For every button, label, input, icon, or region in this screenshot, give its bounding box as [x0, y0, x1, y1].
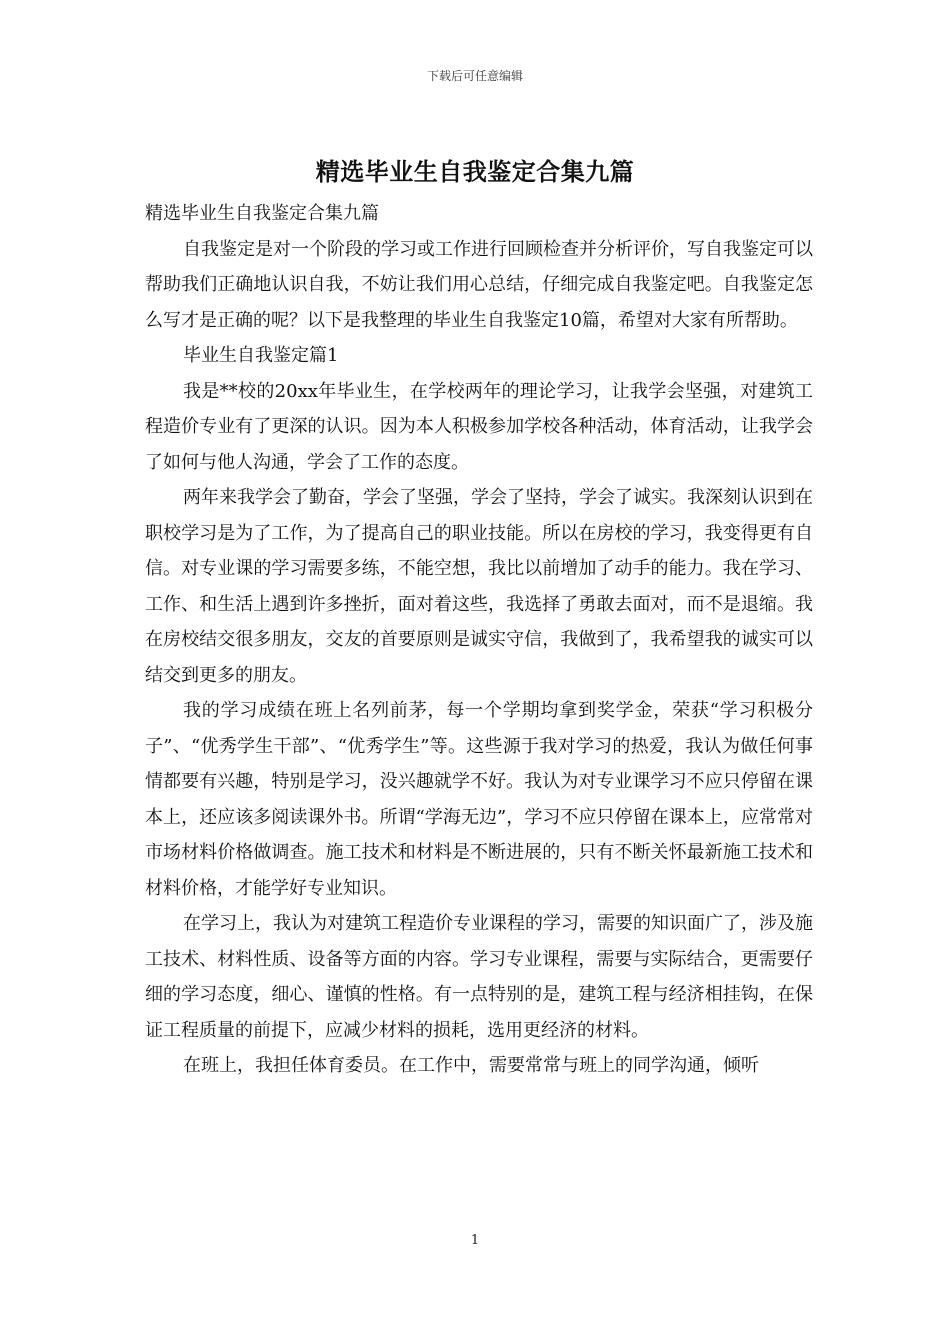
subtitle-paragraph: 精选毕业生自我鉴定合集九篇: [145, 203, 379, 224]
page-number: 1: [470, 1233, 480, 1248]
header-note: 下载后可任意编辑: [426, 69, 523, 83]
body-paragraph: 在班上，我担任体育委员。在工作中，需要常常与班上的同学沟通，倾听: [183, 1055, 759, 1076]
document-title: 精选毕业生自我鉴定合集九篇: [315, 157, 635, 186]
body-paragraph: 我的学习成绩在班上名列前茅，每一个学期均拿到奖学金，荣获“学习积极分子”、“优秀学生干部”、“优秀学生”等。这些源于我对学习的热爱，我认为做任何事情都要有兴趣，特别是学习，没兴趣就学不好。我认为对专业课学习不应只停留在课本上，还应该多阅读课外书。所谓“学海无边”，学习不应只停留在课本上，应常常对市场材料价格做调查。施工技术和材料是不断进展的，只有不断关怀最新施工技术和材料价格，才能学好专业知识。: [145, 700, 813, 899]
intro-paragraph: 自我鉴定是对一个阶段的学习或工作进行回顾检查并分析评价，写自我鉴定可以帮助我们正确地认识自我，不妨让我们用心总结，仔细完成自我鉴定吧。自我鉴定怎么写才是正确的呢？以下是我整理的毕业生自我鉴定10篇，希望对大家有所帮助。: [145, 238, 813, 331]
body-paragraph: 两年来我学会了勤奋，学会了坚强，学会了坚持，学会了诚实。我深刻认识到在职校学习是为了工作，为了提高自己的职业技能。所以在房校的学习，我变得更有自信。对专业课的学习需要多练，不能空想，我比以前增加了动手的能力。我在学习、工作、和生活上遇到许多挫折，面对着这些，我选择了勇敢去面对，而不是退缩。我在房校结交很多朋友，交友的首要原则是诚实守信，我做到了，我希望我的诚实可以结交到更多的朋友。: [145, 487, 813, 686]
document-body: [145, 196, 813, 1084]
section-heading: 毕业生自我鉴定篇1: [183, 345, 339, 366]
body-paragraph: 在学习上，我认为对建筑工程造价专业课程的学习，需要的知识面广了，涉及施工技术、材料性质、设备等方面的内容。学习专业课程，需要与实际结合，更需要仔细的学习态度，细心、谨慎的性格。有一点特别的是，建筑工程与经济相挂钩，在保证工程质量的前提下，应减少材料的损耗，选用更经济的材料。: [145, 913, 813, 1041]
body-paragraph: 我是**校的20xx年毕业生，在学校两年的理论学习，让我学会坚强，对建筑工程造价专业有了更深的认识。因为本人积极参加学校各种活动，体育活动，让我学会了如何与他人沟通，学会了工作的态度。: [145, 380, 813, 473]
